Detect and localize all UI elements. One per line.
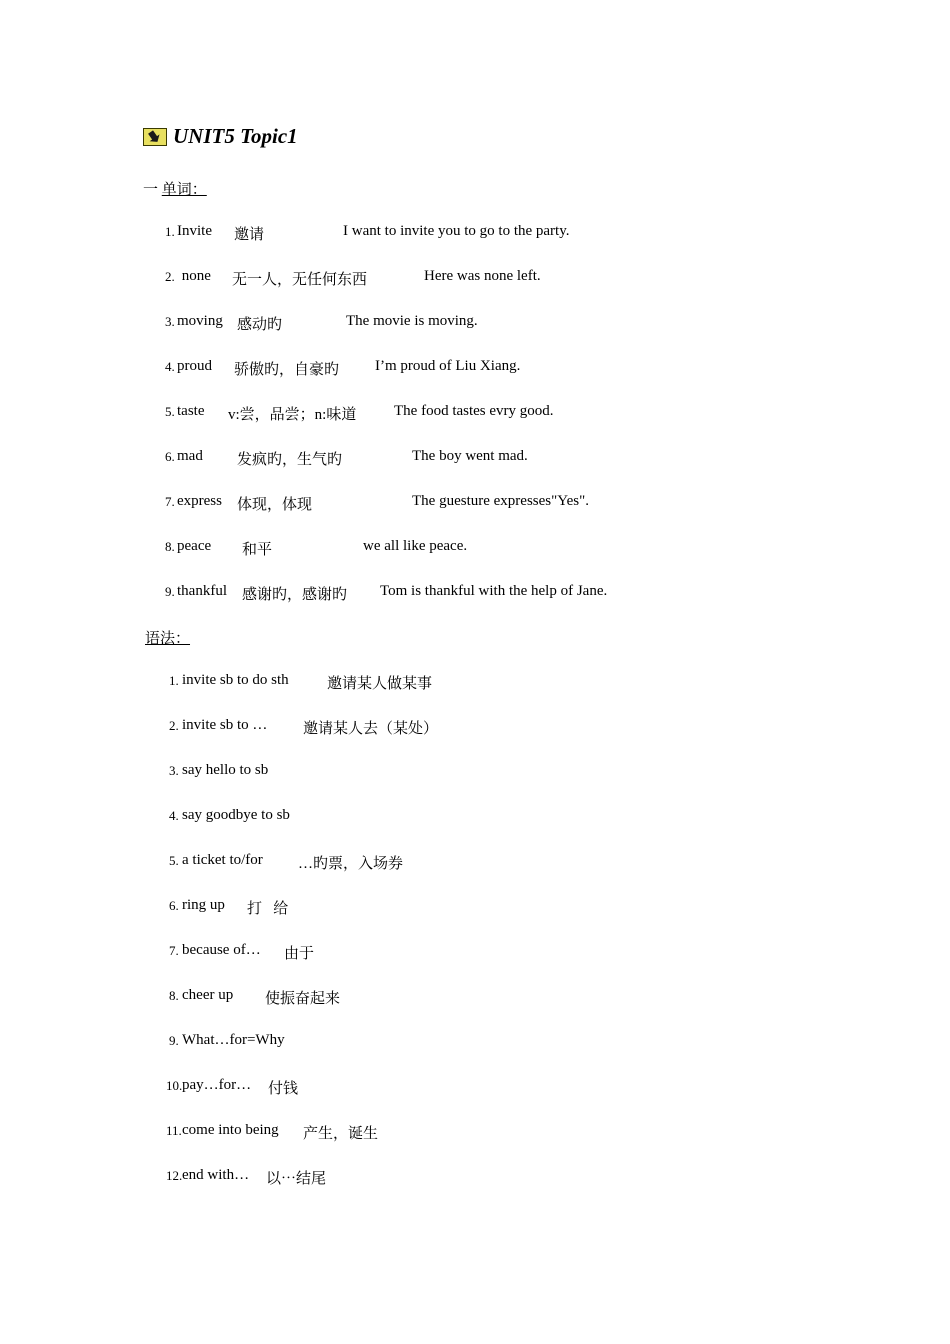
- vocab-example: The guesture expresses"Yes".: [412, 493, 589, 509]
- vocab-meaning: 感谢旳，感谢旳: [242, 587, 348, 603]
- vocab-meaning: 发疯旳，生气旳: [237, 452, 343, 468]
- grammar-number: 2.: [169, 718, 179, 733]
- vocab-heading: [143, 178, 207, 199]
- vocab-example: we all like peace.: [363, 538, 468, 554]
- grammar-meaning: 产生，诞生: [303, 1126, 379, 1142]
- vocab-example: Here was none left.: [424, 268, 541, 284]
- grammar-phrase: ring up: [182, 897, 225, 913]
- grammar-number: 6.: [169, 898, 179, 913]
- grammar-phrase: cheer up: [182, 987, 234, 1003]
- vocab-number: 4.: [165, 359, 175, 374]
- vocab-word: proud: [177, 358, 212, 374]
- vocab-number: 5.: [165, 404, 175, 419]
- grammar-number: 1.: [169, 673, 179, 688]
- grammar-phrase: say goodbye to sb: [182, 807, 290, 823]
- vocab-number: 3.: [165, 314, 175, 329]
- grammar-phrase: come into being: [182, 1122, 279, 1138]
- vocab-example: The boy went mad.: [412, 448, 528, 464]
- vocab-word: taste: [177, 403, 205, 419]
- vocab-meaning: v:尝，品尝；n:味道: [228, 407, 357, 423]
- vocab-example: The food tastes evry good.: [394, 403, 554, 419]
- vocab-word: mad: [177, 448, 203, 464]
- grammar-phrase: What…for=Why: [182, 1032, 285, 1048]
- vocab-meaning: 感动旳: [237, 317, 283, 333]
- grammar-heading: [145, 627, 190, 648]
- grammar-number: 10.: [166, 1078, 183, 1093]
- vocab-example: I want to invite you to go to the party.: [343, 223, 570, 239]
- vocab-word: Invite: [177, 223, 212, 239]
- vocab-number: 1.: [165, 224, 175, 239]
- grammar-phrase: because of…: [182, 942, 261, 958]
- grammar-number: 9.: [169, 1033, 179, 1048]
- vocab-example: I’m proud of Liu Xiang.: [375, 358, 521, 374]
- vocab-example: The movie is moving.: [346, 313, 478, 329]
- vocab-number: 8.: [165, 539, 175, 554]
- grammar-meaning: 由于: [284, 946, 315, 962]
- grammar-meaning: 打 给: [247, 901, 289, 917]
- vocab-heading-prefix: 一: [143, 182, 162, 198]
- grammar-phrase: invite sb to …: [182, 717, 268, 733]
- grammar-phrase: invite sb to do sth: [182, 672, 289, 688]
- grammar-number: 3.: [169, 763, 179, 778]
- grammar-meaning: 使振奋起来: [265, 991, 341, 1007]
- vocab-word: thankful: [177, 583, 227, 599]
- grammar-phrase: end with…: [182, 1167, 250, 1183]
- vocab-meaning: 和平: [242, 542, 273, 558]
- vocab-word: moving: [177, 313, 223, 329]
- vocab-heading-label: 单词：: [161, 182, 207, 198]
- grammar-number: 4.: [169, 808, 179, 823]
- grammar-phrase: say hello to sb: [182, 762, 269, 778]
- vocab-meaning: 体现，体现: [237, 497, 313, 513]
- grammar-phrase: pay…for…: [182, 1077, 252, 1093]
- vocab-word: none: [178, 268, 211, 284]
- vocab-number: 7.: [165, 494, 175, 509]
- title-text: UNIT5 Topic1: [173, 124, 298, 148]
- vocab-number: 6.: [165, 449, 175, 464]
- grammar-meaning: 邀请某人做某事: [327, 676, 433, 692]
- grammar-number: 7.: [169, 943, 179, 958]
- grammar-heading-label: 语法：: [145, 631, 191, 647]
- arrow-icon: [143, 128, 167, 146]
- vocab-example: Tom is thankful with the help of Jane.: [380, 583, 608, 599]
- grammar-meaning: 付钱: [268, 1081, 299, 1097]
- grammar-number: 8.: [169, 988, 179, 1003]
- grammar-number: 5.: [169, 853, 179, 868]
- vocab-number: 9.: [165, 584, 175, 599]
- vocab-meaning: 骄傲旳，自豪旳: [234, 362, 340, 378]
- document-title: [143, 124, 298, 149]
- grammar-meaning: 邀请某人去（某处）: [303, 721, 439, 737]
- vocab-word: peace: [177, 538, 212, 554]
- grammar-meaning: 以⋯结尾: [266, 1171, 327, 1187]
- grammar-number: 12.: [166, 1168, 183, 1183]
- grammar-phrase: a ticket to/for: [182, 852, 263, 868]
- vocab-meaning: 无一人，无任何东西: [232, 272, 368, 288]
- vocab-meaning: 邀请: [234, 227, 265, 243]
- vocab-word: express: [177, 493, 222, 509]
- grammar-number: 11.: [166, 1123, 182, 1138]
- vocab-number: 2.: [165, 269, 175, 284]
- grammar-meaning: …旳票，入场券: [298, 856, 404, 872]
